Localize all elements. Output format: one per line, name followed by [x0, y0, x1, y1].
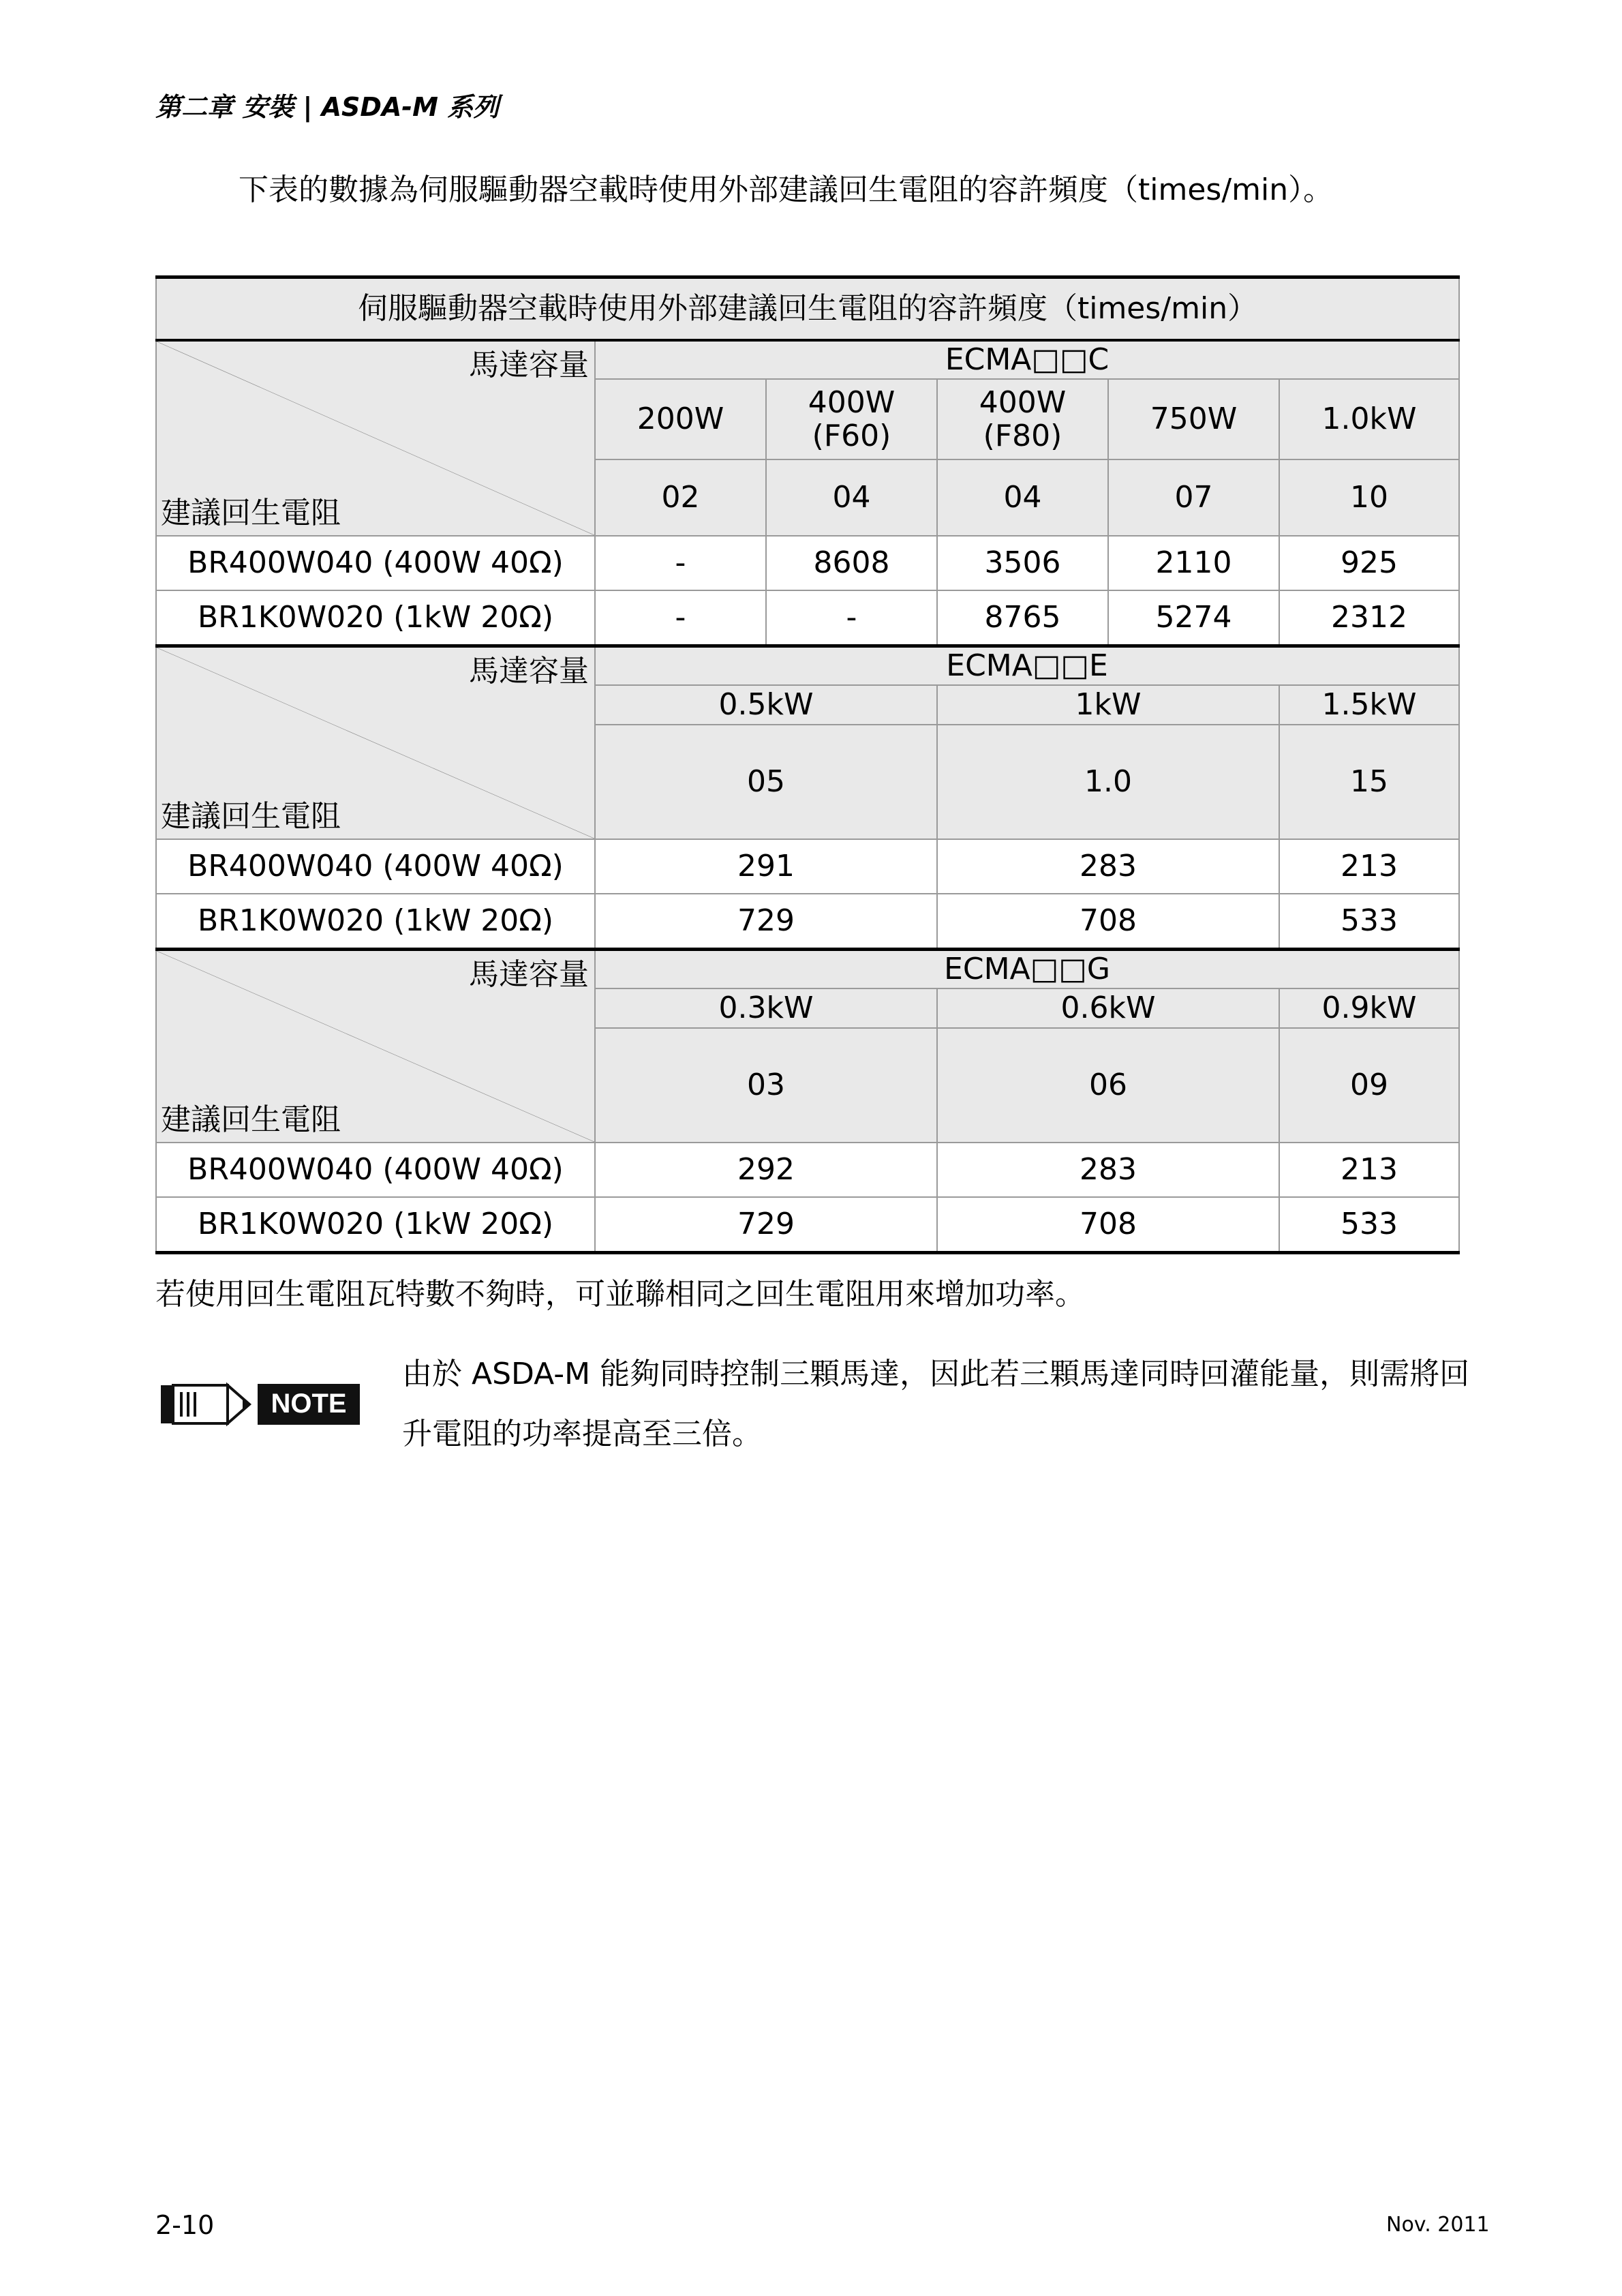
capacity-cell: 1.0kW [1279, 379, 1459, 459]
corner-header-cell [156, 950, 595, 1143]
motor-capacity-label: 馬達容量 [469, 654, 589, 689]
corner-header-cell [156, 340, 595, 536]
motor-series-cell: ECMA□□E [595, 646, 1459, 686]
frequency-cell: 283 [937, 1143, 1279, 1197]
frequency-cell: 729 [595, 1197, 937, 1253]
motor-code-cell: 03 [595, 1028, 937, 1143]
table-row [156, 536, 1459, 590]
frequency-cell: 2312 [1279, 590, 1459, 646]
frequency-cell: - [595, 590, 766, 646]
frequency-cell: 213 [1279, 1143, 1459, 1197]
series-row [156, 950, 1459, 989]
frequency-cell: 292 [595, 1143, 937, 1197]
resistor-name-cell: BR400W040 (400W 40Ω) [156, 839, 595, 894]
frequency-cell: 729 [595, 894, 937, 950]
frequency-cell: 213 [1279, 839, 1459, 894]
capacity-cell: 0.5kW [595, 685, 937, 725]
resistor-name-cell: BR1K0W020 (1kW 20Ω) [156, 1197, 595, 1253]
frequency-cell: 5274 [1108, 590, 1279, 646]
capacity-cell: 750W [1108, 379, 1279, 459]
motor-code-cell: 04 [937, 459, 1108, 536]
series-row [156, 340, 1459, 379]
motor-code-cell: 05 [595, 725, 937, 839]
frequency-cell: - [766, 590, 937, 646]
table-row [156, 839, 1459, 894]
capacity-cell: 400W (F60) [766, 379, 937, 459]
capacity-cell: 1kW [937, 685, 1279, 725]
frequency-cell: 283 [937, 839, 1279, 894]
note-icon [158, 1377, 363, 1432]
note-text: 由於 ASDA-M 能夠同時控制三顆馬達，因此若三顆馬達同時回灌能量，則需將回升電阻的功率提高至三倍。 [402, 1357, 1470, 1451]
capacity-cell: 0.6kW [937, 988, 1279, 1028]
corner-header-cell [156, 646, 595, 840]
table-title: 伺服驅動器空載時使用外部建議回生電阻的容許頻度（times/min） [156, 277, 1459, 341]
recommended-resistor-label: 建議回生電阻 [161, 798, 341, 834]
frequency-cell: 708 [937, 894, 1279, 950]
chapter-header: 第二章 安裝 | ASDA-M 系列 [155, 92, 500, 122]
frequency-cell: 2110 [1108, 536, 1279, 590]
resistor-name-cell: BR1K0W020 (1kW 20Ω) [156, 894, 595, 950]
motor-code-cell: 15 [1279, 725, 1459, 839]
motor-capacity-label: 馬達容量 [469, 348, 589, 382]
frequency-cell: 8765 [937, 590, 1108, 646]
table-title-row [156, 277, 1459, 341]
page-number: 2-10 [155, 2210, 215, 2240]
frequency-cell: 925 [1279, 536, 1459, 590]
capacity-cell: 0.9kW [1279, 988, 1459, 1028]
motor-code-cell: 07 [1108, 459, 1279, 536]
table-row [156, 590, 1459, 646]
table-row [156, 1143, 1459, 1197]
recommended-resistor-label: 建議回生電阻 [161, 1102, 341, 1137]
frequency-cell: 3506 [937, 536, 1108, 590]
motor-code-cell: 04 [766, 459, 937, 536]
frequency-cell: 533 [1279, 1197, 1459, 1253]
frequency-cell: 533 [1279, 894, 1459, 950]
capacity-cell: 200W [595, 379, 766, 459]
footnote: 若使用回生電阻瓦特數不夠時，可並聯相同之回生電阻用來增加功率。 [155, 1277, 1085, 1312]
recommended-resistor-label: 建議回生電阻 [161, 495, 341, 530]
footer-date: Nov. 2011 [1386, 2213, 1490, 2237]
resistor-name-cell: BR400W040 (400W 40Ω) [156, 536, 595, 590]
intro-paragraph: 下表的數據為伺服驅動器空載時使用外部建議回生電阻的容許頻度（times/min）。 [239, 172, 1334, 207]
table-row [156, 1197, 1459, 1253]
motor-series-cell: ECMA□□G [595, 950, 1459, 989]
resistor-name-cell: BR1K0W020 (1kW 20Ω) [156, 590, 595, 646]
table-row [156, 894, 1459, 950]
capacity-cell: 1.5kW [1279, 685, 1459, 725]
motor-code-cell: 09 [1279, 1028, 1459, 1143]
resistor-name-cell: BR400W040 (400W 40Ω) [156, 1143, 595, 1197]
motor-code-cell: 1.0 [937, 725, 1279, 839]
regen-frequency-table [155, 275, 1460, 1254]
series-row [156, 646, 1459, 686]
note-label: NOTE [271, 1389, 347, 1419]
frequency-cell: 708 [937, 1197, 1279, 1253]
capacity-cell: 0.3kW [595, 988, 937, 1028]
motor-code-cell: 02 [595, 459, 766, 536]
capacity-cell: 400W (F80) [937, 379, 1108, 459]
motor-code-cell: 10 [1279, 459, 1459, 536]
frequency-cell: 291 [595, 839, 937, 894]
frequency-cell: 8608 [766, 536, 937, 590]
motor-code-cell: 06 [937, 1028, 1279, 1143]
motor-capacity-label: 馬達容量 [469, 957, 589, 992]
frequency-cell: - [595, 536, 766, 590]
motor-series-cell: ECMA□□C [595, 340, 1459, 379]
